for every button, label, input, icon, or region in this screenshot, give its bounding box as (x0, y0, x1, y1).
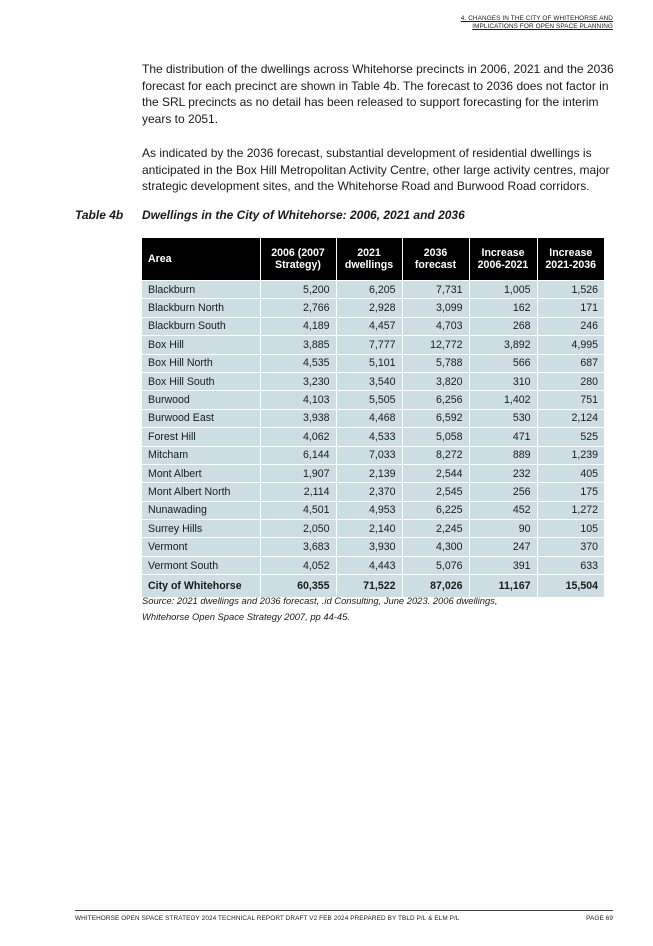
cell-y2006: 4,501 (260, 501, 336, 519)
table-source (142, 593, 612, 624)
cell-y2036: 8,272 (402, 446, 469, 464)
footer-text: WHITEHORSE OPEN SPACE STRATEGY 2024 TECHNICAL REPORT DRAFT V2 FEB 2024 PREPARED BY TBLD P/L & ELM P/L (75, 915, 460, 922)
cell-y2021: 6,205 (336, 281, 402, 299)
cell-inc-2021-2036: 525 (537, 428, 604, 446)
total-cell-y2006: 60,355 (260, 575, 336, 598)
body-paragraph-1: The distribution of the dwellings across Whitehorse precincts in 2006, 2021 and the 2036 forecast for each precinct are shown in Table 4b. The forecast to 2036 does not factor in the SRL precincts as no detail has been released to support forecasting for the interim years to 2051. (142, 62, 614, 126)
cell-y2021: 5,505 (336, 391, 402, 409)
cell-area: Vermont (142, 538, 260, 556)
cell-inc-2021-2036: 175 (537, 483, 604, 501)
cell-y2021: 2,370 (336, 483, 402, 501)
cell-inc-2006-2021: 889 (469, 446, 537, 464)
cell-y2006: 4,052 (260, 556, 336, 574)
cell-y2021: 4,533 (336, 428, 402, 446)
cell-y2036: 2,544 (402, 464, 469, 482)
cell-inc-2021-2036: 2,124 (537, 409, 604, 427)
cell-y2021: 4,468 (336, 409, 402, 427)
cell-inc-2021-2036: 370 (537, 538, 604, 556)
cell-y2006: 4,535 (260, 354, 336, 372)
table-row (142, 520, 604, 538)
cell-area: Mont Albert North (142, 483, 260, 501)
cell-inc-2006-2021: 162 (469, 299, 537, 317)
table-row (142, 464, 604, 482)
table-row (142, 354, 604, 372)
cell-inc-2021-2036: 246 (537, 317, 604, 335)
cell-inc-2006-2021: 268 (469, 317, 537, 335)
cell-y2036: 4,300 (402, 538, 469, 556)
cell-y2006: 3,938 (260, 409, 336, 427)
cell-area: Forest Hill (142, 428, 260, 446)
cell-area: Box Hill North (142, 354, 260, 372)
cell-y2021: 5,101 (336, 354, 402, 372)
cell-y2036: 5,788 (402, 354, 469, 372)
cell-y2036: 2,245 (402, 520, 469, 538)
cell-y2006: 2,766 (260, 299, 336, 317)
header-area: Area (142, 238, 260, 281)
cell-inc-2021-2036: 405 (537, 464, 604, 482)
cell-y2021: 2,928 (336, 299, 402, 317)
total-cell-y2021: 71,522 (336, 575, 402, 598)
table-row (142, 336, 604, 354)
cell-inc-2006-2021: 232 (469, 464, 537, 482)
cell-y2006: 4,103 (260, 391, 336, 409)
cell-inc-2021-2036: 280 (537, 372, 604, 390)
cell-area: Box Hill South (142, 372, 260, 390)
table-row (142, 299, 604, 317)
running-header-line1: 4. CHANGES IN THE CITY OF WHITEHORSE AND (460, 15, 613, 22)
cell-inc-2006-2021: 471 (469, 428, 537, 446)
cell-inc-2006-2021: 391 (469, 556, 537, 574)
cell-y2006: 4,062 (260, 428, 336, 446)
cell-inc-2006-2021: 3,892 (469, 336, 537, 354)
table-row (142, 317, 604, 335)
table-row (142, 483, 604, 501)
cell-y2006: 3,683 (260, 538, 336, 556)
cell-area: Nunawading (142, 501, 260, 519)
cell-inc-2021-2036: 4,995 (537, 336, 604, 354)
cell-y2036: 2,545 (402, 483, 469, 501)
cell-y2021: 7,033 (336, 446, 402, 464)
cell-inc-2021-2036: 171 (537, 299, 604, 317)
cell-area: Blackburn South (142, 317, 260, 335)
page-number: PAGE 69 (586, 915, 613, 922)
cell-y2036: 3,099 (402, 299, 469, 317)
table-row (142, 556, 604, 574)
cell-y2036: 7,731 (402, 281, 469, 299)
total-cell-y2036: 87,026 (402, 575, 469, 598)
table-body (142, 281, 604, 598)
table-row (142, 391, 604, 409)
cell-y2021: 3,930 (336, 538, 402, 556)
cell-inc-2021-2036: 687 (537, 354, 604, 372)
footer-divider (75, 910, 613, 911)
table-row (142, 446, 604, 464)
cell-area: Blackburn North (142, 299, 260, 317)
cell-inc-2006-2021: 530 (469, 409, 537, 427)
cell-area: Box Hill (142, 336, 260, 354)
source-line-2: Whitehorse Open Space Strategy 2007, pp 44-45. (142, 610, 350, 622)
total-cell-inc-2006-2021: 11,167 (469, 575, 537, 598)
cell-area: Mont Albert (142, 464, 260, 482)
cell-area: Blackburn (142, 281, 260, 299)
running-header (461, 15, 613, 31)
cell-y2021: 7,777 (336, 336, 402, 354)
cell-inc-2006-2021: 90 (469, 520, 537, 538)
cell-y2006: 2,050 (260, 520, 336, 538)
cell-y2006: 4,189 (260, 317, 336, 335)
cell-y2021: 4,953 (336, 501, 402, 519)
header-increase-2006-2021: Increase 2006-2021 (469, 238, 537, 281)
cell-y2021: 3,540 (336, 372, 402, 390)
cell-y2021: 2,139 (336, 464, 402, 482)
cell-inc-2021-2036: 1,272 (537, 501, 604, 519)
dwellings-table (142, 238, 604, 597)
cell-inc-2006-2021: 1,005 (469, 281, 537, 299)
table-row (142, 428, 604, 446)
table-row (142, 501, 604, 519)
cell-area: Surrey Hills (142, 520, 260, 538)
body-paragraph-2: As indicated by the 2036 forecast, substantial development of residential dwellings is anticipated in the Box Hill Metropolitan Activity Centre, other large activity centres, major strategic development sites, and the Whitehorse Road and Burwood Road corridors. (142, 146, 610, 193)
total-cell-area: City of Whitehorse (142, 575, 260, 598)
cell-inc-2006-2021: 566 (469, 354, 537, 372)
table-row (142, 372, 604, 390)
cell-y2036: 6,592 (402, 409, 469, 427)
cell-area: Mitcham (142, 446, 260, 464)
header-2006: 2006 (2007 Strategy) (260, 238, 336, 281)
cell-y2006: 2,114 (260, 483, 336, 501)
cell-y2006: 5,200 (260, 281, 336, 299)
cell-y2021: 2,140 (336, 520, 402, 538)
header-2021: 2021 dwellings (336, 238, 402, 281)
cell-y2006: 3,230 (260, 372, 336, 390)
cell-y2036: 6,225 (402, 501, 469, 519)
table-number: Table 4b (75, 208, 124, 222)
cell-inc-2006-2021: 256 (469, 483, 537, 501)
source-line-1: Source: 2021 dwellings and 2036 forecast, .id Consulting, June 2023. 2006 dwellings, (142, 595, 498, 606)
cell-inc-2021-2036: 1,239 (537, 446, 604, 464)
cell-inc-2006-2021: 452 (469, 501, 537, 519)
cell-y2006: 1,907 (260, 464, 336, 482)
cell-area: Vermont South (142, 556, 260, 574)
table-title: Dwellings in the City of Whitehorse: 2006, 2021 and 2036 (142, 208, 465, 222)
cell-inc-2021-2036: 751 (537, 391, 604, 409)
cell-inc-2006-2021: 1,402 (469, 391, 537, 409)
cell-y2036: 3,820 (402, 372, 469, 390)
cell-inc-2021-2036: 105 (537, 520, 604, 538)
cell-y2036: 4,703 (402, 317, 469, 335)
running-header-line2: IMPLICATIONS FOR OPEN SPACE PLANNING (472, 23, 613, 30)
cell-area: Burwood (142, 391, 260, 409)
cell-y2036: 6,256 (402, 391, 469, 409)
table-row (142, 538, 604, 556)
cell-y2036: 5,058 (402, 428, 469, 446)
total-cell-inc-2021-2036: 15,504 (537, 575, 604, 598)
cell-y2006: 3,885 (260, 336, 336, 354)
table-header-row (142, 238, 604, 281)
cell-y2021: 4,457 (336, 317, 402, 335)
cell-y2036: 5,076 (402, 556, 469, 574)
cell-inc-2021-2036: 633 (537, 556, 604, 574)
table-row (142, 281, 604, 299)
cell-inc-2006-2021: 247 (469, 538, 537, 556)
cell-y2036: 12,772 (402, 336, 469, 354)
header-2036: 2036 forecast (402, 238, 469, 281)
cell-y2021: 4,443 (336, 556, 402, 574)
header-increase-2021-2036: Increase 2021-2036 (537, 238, 604, 281)
table-row (142, 409, 604, 427)
cell-area: Burwood East (142, 409, 260, 427)
cell-y2006: 6,144 (260, 446, 336, 464)
cell-inc-2006-2021: 310 (469, 372, 537, 390)
cell-inc-2021-2036: 1,526 (537, 281, 604, 299)
